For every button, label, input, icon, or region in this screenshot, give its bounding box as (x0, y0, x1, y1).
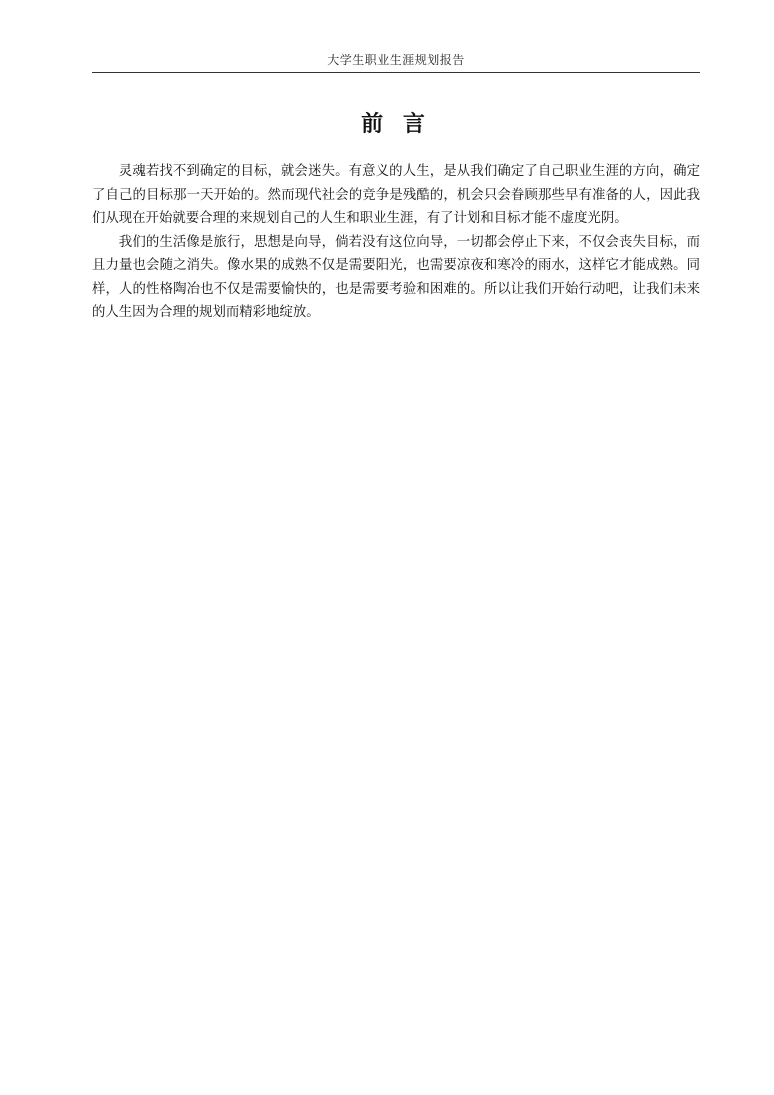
paragraph-2: 我们的生活像是旅行，思想是向导，倘若没有这位向导，一切都会停止下来，不仅会丧失目标，而且力量也会随之消失。像水果的成熟不仅是需要阳光，也需要凉夜和寒冷的雨水，这样它才能成熟。同样，人的性格陶冶也不仅是需要愉快的，也是需要考验和困难的。所以让我们开始行动吧，让我们未来的人生因为合理的规划而精彩地绽放。 (92, 234, 700, 320)
body-text (92, 160, 700, 325)
page-title: 前 言 (361, 111, 431, 137)
paragraph-1: 灵魂若找不到确定的目标，就会迷失。有意义的人生，是从我们确定了自己职业生涯的方向，确定了自己的目标那一天开始的。然而现代社会的竞争是残酷的，机会只会眷顾那些早有准备的人，因此我们从现在开始就要合理的来规划自己的人生和职业生涯，有了计划和目标才能不虚度光阴。 (92, 164, 700, 226)
header-rule (92, 72, 700, 73)
running-header: 大学生职业生涯规划报告 (327, 53, 465, 67)
